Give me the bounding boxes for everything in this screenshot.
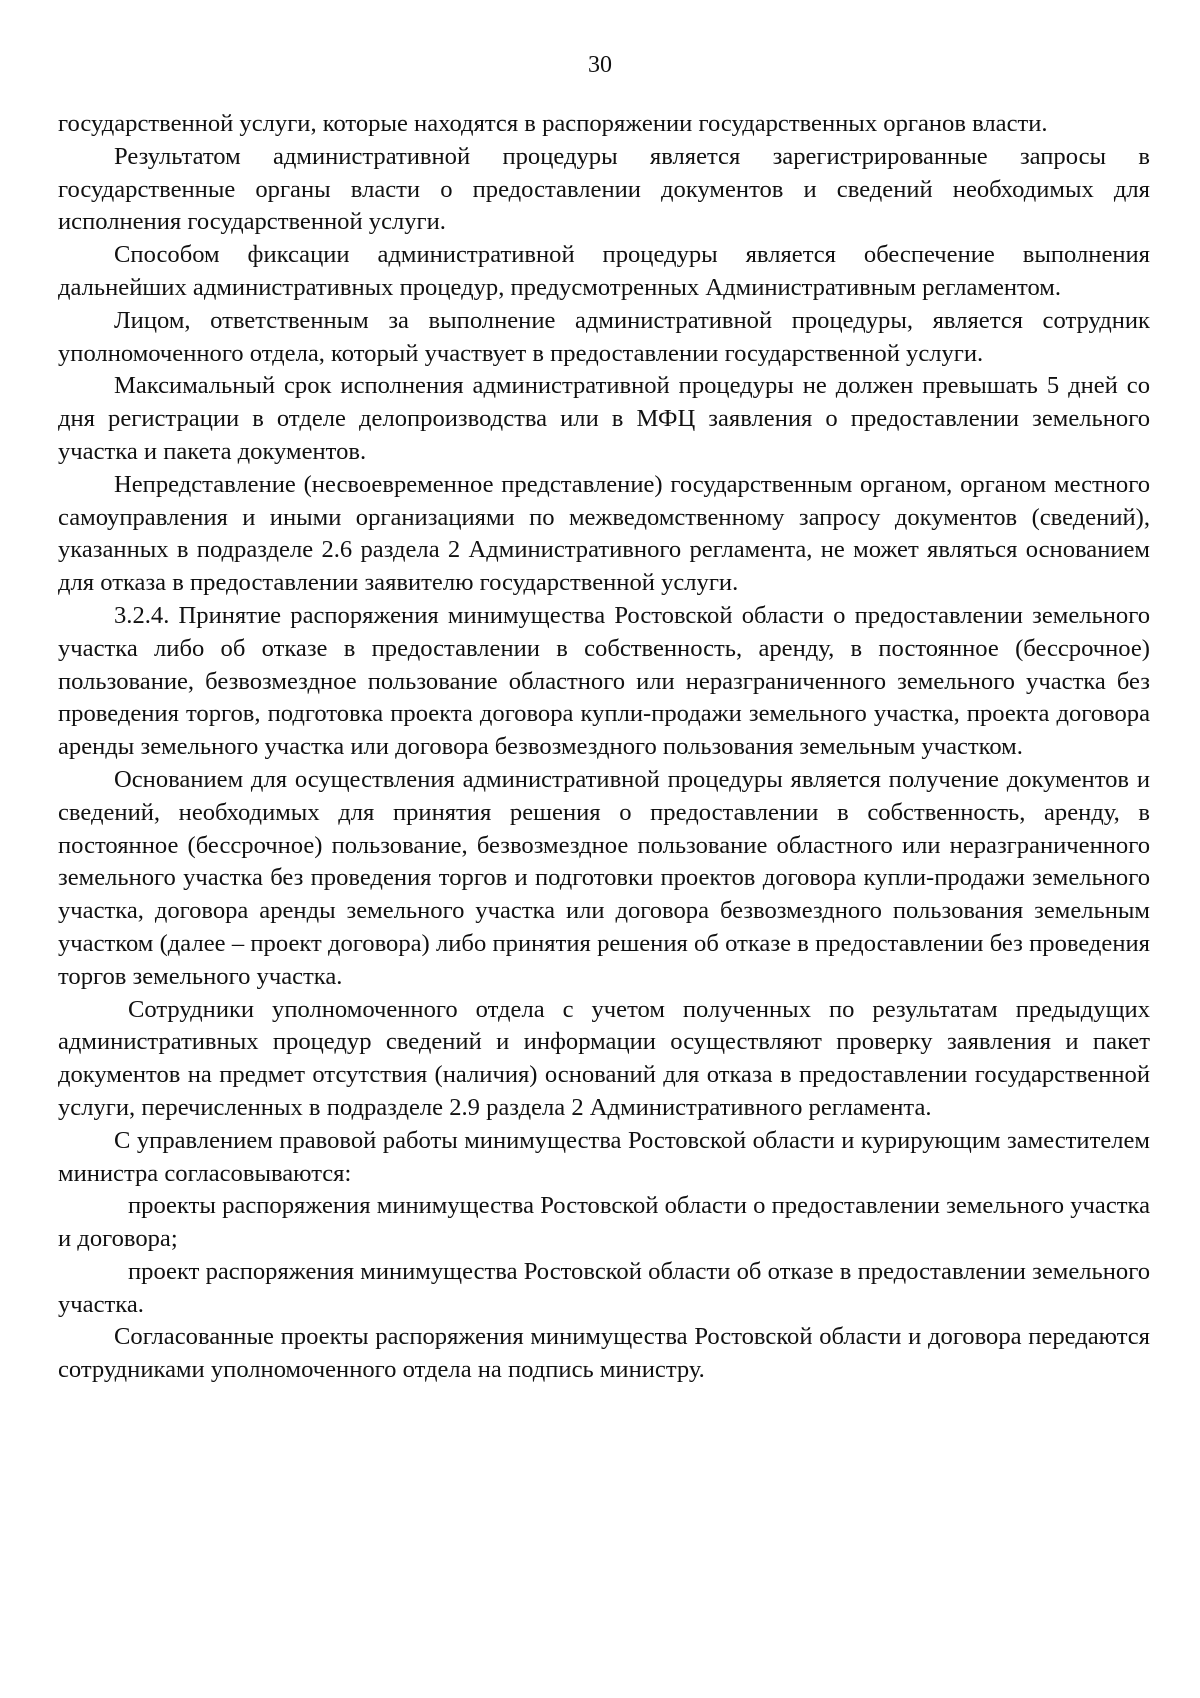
paragraph-max-term: Максимальный срок исполнения административной процедуры не должен превышать 5 дней со дня регистрации в отделе делопроизводства или в МФЦ заявления о предоставлении земельного участка и пакета документов. [58,372,1150,465]
paragraph-staff-check: Сотрудники уполномоченного отдела с учетом полученных по результатам предыдущих административных процедур сведений и информации осуществляют проверку заявления и пакет документов на предмет отсутствия (наличия) оснований для отказа в предоставлении государственной услуги, перечисленных в подразделе 2.9 раздела 2 Административного регламента. [58,995,1150,1121]
paragraph-transfer-for-signature: Согласованные проекты распоряжения минимущества Ростовской области и договора передаются сотрудниками уполномоченного отдела на подпись министру. [58,1323,1150,1384]
list-item-approval-projects: проекты распоряжения минимущества Ростовской области о предоставлении земельного участка и договора; [58,1192,1150,1253]
paragraph-fixation-method: Способом фиксации административной процедуры является обеспечение выполнения дальнейших административных процедур, предусмотренных Административным регламентом. [58,241,1150,301]
paragraph-result: Результатом административной процедуры является зарегистрированные запросы в государственные органы власти о предоставлении документов и сведений необходимых для исполнения государственной услуги. [58,142,1150,236]
document-body [58,108,1150,1387]
paragraph-basis: Основанием для осуществления административной процедуры является получение документов и сведений, необходимых для принятия решения о предоставлении в собственность, аренду, в постоянное (бессрочное) пользование, безвозмездное пользование областного или неразграниченного земельного участка без проведения торгов и подготовки проектов договора купли-продажи земельного участка, договора аренды земельного участка или договора безвозмездного пользования земельным участком (далее – проект договора) либо принятия решения об отказе в предоставлении без проведения торгов земельного участка. [58,765,1150,990]
paragraph-non-submission: Непредставление (несвоевременное представление) государственным органом, органом местного самоуправления и иными организациями по межведомственному запросу документов (сведений), указанных в подразделе 2.6 раздела 2 Административного регламента, не может являться основанием для отказа в предоставлении заявителю государственной услуги. [58,470,1150,597]
page-number: 30 [588,52,612,78]
paragraph-approval: С управлением правовой работы минимущества Ростовской области и курирующим заместителем министра согласовываются: [58,1126,1150,1187]
paragraph-section-3-2-4: 3.2.4. Принятие распоряжения минимущества Ростовской области о предоставлении земельного участка либо об отказе в предоставлении в собственность, аренду, в постоянное (бессрочное) пользование, безвозмездное пользование областного или неразграниченного земельного участка без проведения торгов, подготовка проекта договора купли-продажи земельного участка, проекта договора аренды земельного участка или договора безвозмездного пользования земельным участком. [58,601,1150,761]
paragraph-continuation: государственной услуги, которые находятся в распоряжении государственных органов власти. [58,110,1048,137]
list-item-refusal-project: проект распоряжения минимущества Ростовской области об отказе в предоставлении земельного участка. [58,1257,1150,1318]
paragraph-responsible-person: Лицом, ответственным за выполнение административной процедуры, является сотрудник уполномоченного отдела, который участвует в предоставлении государственной услуги. [58,306,1150,367]
